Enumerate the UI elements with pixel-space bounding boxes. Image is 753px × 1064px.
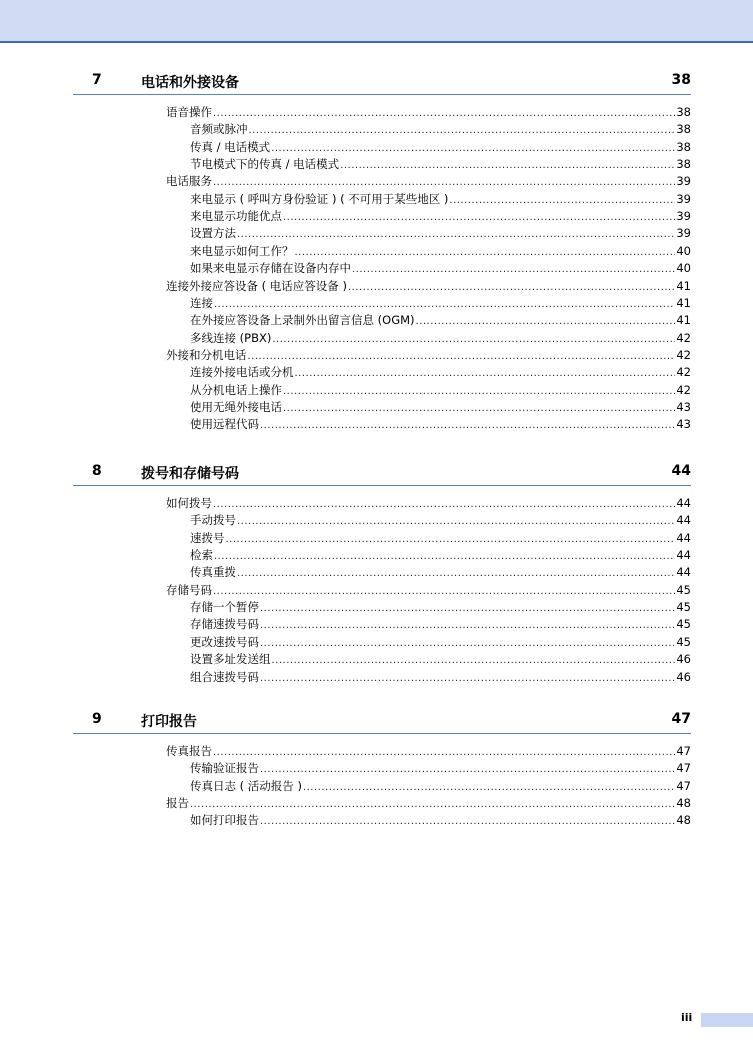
entry-title: 在外接应答设备上录制外出留言信息 (OGM) [190,313,415,328]
entry-page-number: 46 [676,669,691,684]
dot-leader [214,297,675,313]
dot-leader [213,745,675,761]
dot-leader [283,384,675,400]
dot-leader [352,262,675,278]
entry-page-number: 42 [676,330,691,345]
entry-page-number: 48 [676,796,691,811]
entry-page-number: 40 [676,243,691,258]
footer-page-number: iii [681,1011,693,1024]
entry-page-number: 38 [676,122,691,137]
toc-subsection-entry[interactable] [190,312,691,328]
toc-subsection-entry[interactable] [190,139,691,155]
toc-subsection-entry[interactable] [190,530,691,546]
toc-subsection-entry[interactable] [190,364,691,380]
entry-page-number: 44 [676,513,691,528]
entry-title: 报告 [166,796,189,811]
toc-subsection-entry[interactable] [190,512,691,528]
dot-leader [213,175,675,191]
toc-subsection-entry[interactable] [190,330,691,346]
dot-leader [260,618,675,634]
entry-title: 手动拨号 [190,513,236,528]
toc-section-entry[interactable] [166,582,691,598]
chapter-number: 9 [92,711,102,727]
chapter-number: 7 [92,72,102,88]
dot-leader [248,349,676,365]
entry-page-number: 42 [676,347,691,362]
entry-page-number: 39 [676,174,691,189]
entry-title: 多线连接 (PBX) [190,330,272,345]
entry-title: 语音操作 [166,105,212,119]
entry-title: 音频或脉冲 [190,122,248,137]
dot-leader [303,780,675,796]
footer-bar [701,1013,753,1027]
entry-title: 连接 [190,295,213,310]
header-band [0,0,753,43]
toc-subsection-entry[interactable] [190,295,691,311]
dot-leader [213,106,675,122]
entry-page-number: 45 [676,582,691,597]
entry-page-number: 44 [676,548,691,563]
entry-title: 传输验证报告 [190,761,259,776]
chapter-title: 打印报告 [141,714,197,730]
toc-subsection-entry[interactable] [190,243,691,259]
entry-page-number: 45 [676,600,691,615]
entry-title: 检索 [190,548,213,563]
toc-subsection-entry[interactable] [190,260,691,276]
entry-title: 传真 / 电话模式 [190,139,271,154]
entry-title: 如何拨号 [166,496,212,510]
toc-subsection-entry[interactable] [190,651,691,667]
entry-page-number: 45 [676,634,691,649]
dot-leader [190,797,675,813]
toc-subsection-entry[interactable] [190,812,691,828]
dot-leader [237,566,675,582]
entry-title: 外接和分机电话 [166,347,247,362]
entry-page-number: 45 [676,617,691,632]
entry-page-number: 42 [676,382,691,397]
dot-leader [260,671,675,687]
toc-section-entry[interactable] [166,278,691,294]
entry-title: 连接外接电话或分机 [190,365,294,380]
entry-page-number: 41 [676,313,691,328]
toc-subsection-entry[interactable] [190,547,691,563]
toc-subsection-entry[interactable] [190,121,691,137]
entry-page-number: 43 [676,417,691,432]
dot-leader [348,280,675,296]
dot-leader [226,532,676,548]
entry-page-number: 47 [676,744,691,758]
dot-leader [271,141,675,157]
entry-page-number: 39 [676,226,691,241]
dot-leader [272,332,675,348]
entry-page-number: 41 [676,295,691,310]
dot-leader [340,158,675,174]
dot-leader [213,584,675,600]
entry-title: 传真日志 ( 活动报告 ) [190,778,302,793]
dot-leader [416,314,676,330]
entry-page-number: 42 [676,365,691,380]
dot-leader [249,123,676,139]
entry-title: 如果来电显示存储在设备内存中 [190,261,351,276]
entry-page-number: 39 [676,209,691,224]
dot-leader [260,418,675,434]
entry-title: 存储速拨号码 [190,617,259,632]
toc-subsection-entry[interactable] [190,191,691,207]
dot-leader [260,762,675,778]
entry-title: 存储号码 [166,582,212,597]
entry-page-number: 47 [676,761,691,776]
chapter-page: 38 [671,72,691,88]
toc-subsection-entry[interactable] [190,382,691,398]
entry-title: 存储一个暂停 [190,600,259,615]
dot-leader [213,497,675,513]
entry-title: 传真重拨 [190,565,236,580]
toc-subsection-entry[interactable] [190,156,691,172]
toc-subsection-entry[interactable] [190,616,691,632]
entry-page-number: 38 [676,105,691,119]
chapter-number: 8 [92,463,102,479]
entry-title: 组合速拨号码 [190,669,259,684]
entry-title: 来电显示功能优点 [190,209,282,224]
entry-title: 电话服务 [166,174,212,189]
entry-title: 节电模式下的传真 / 电话模式 [190,157,340,172]
entry-page-number: 40 [676,261,691,276]
entry-page-number: 43 [676,399,691,414]
toc-section-entry[interactable] [166,104,691,120]
dot-leader [214,549,675,565]
entry-title: 更改速拨号码 [190,634,259,649]
toc-section-entry[interactable] [166,743,691,759]
chapter-title: 电话和外接设备 [141,75,239,91]
dot-leader [449,193,675,209]
entry-page-number: 44 [676,565,691,580]
entry-title: 来电显示 ( 呼叫方身份验证 ) ( 不可用于某些地区 ) [190,191,449,206]
chapter-heading[interactable] [73,711,691,734]
entry-title: 从分机电话上操作 [190,382,282,397]
toc-subsection-entry[interactable] [190,208,691,224]
toc-subsection-entry[interactable] [190,669,691,685]
toc-subsection-entry[interactable] [190,225,691,241]
entry-title: 速拨号 [190,530,225,545]
toc-subsection-entry[interactable] [190,599,691,615]
dot-leader [283,210,675,226]
toc-subsection-entry[interactable] [190,564,691,580]
entry-page-number: 44 [676,496,691,510]
dot-leader [295,245,676,261]
toc-section-entry[interactable] [166,795,691,811]
entry-title: 设置多址发送组 [190,652,271,667]
dot-leader [260,636,675,652]
entry-title: 如何打印报告 [190,813,259,828]
toc-subsection-entry[interactable] [190,634,691,650]
chapter-page: 47 [671,711,691,727]
toc-section-entry[interactable] [166,173,691,189]
chapter-title: 拨号和存储号码 [141,466,239,482]
toc-subsection-entry[interactable] [190,416,691,432]
entry-page-number: 39 [676,191,691,206]
chapter-page: 44 [671,463,691,479]
dot-leader [237,227,675,243]
entry-page-number: 48 [676,813,691,828]
dot-leader [295,366,676,382]
dot-leader [260,601,675,617]
dot-leader [260,814,675,830]
entry-page-number: 47 [676,778,691,793]
toc-section-entry[interactable] [166,495,691,511]
entry-title: 使用远程代码 [190,417,259,432]
entry-title: 设置方法 [190,226,236,241]
chapter-heading[interactable] [73,72,691,95]
dot-leader [237,514,675,530]
entry-page-number: 41 [676,278,691,293]
toc-section-entry[interactable] [166,347,691,363]
entry-title: 传真报告 [166,744,212,758]
entry-page-number: 46 [676,652,691,667]
entry-title: 来电显示如何工作？ [190,243,294,258]
chapter-heading[interactable] [73,463,691,486]
dot-leader [272,653,676,669]
entry-title: 连接外接应答设备 ( 电话应答设备 ) [166,278,347,293]
toc-subsection-entry[interactable] [190,399,691,415]
toc-subsection-entry[interactable] [190,778,691,794]
toc-subsection-entry[interactable] [190,760,691,776]
entry-page-number: 38 [676,157,691,172]
entry-page-number: 44 [676,530,691,545]
entry-page-number: 38 [676,139,691,154]
entry-title: 使用无绳外接电话 [190,399,282,414]
dot-leader [283,401,675,417]
